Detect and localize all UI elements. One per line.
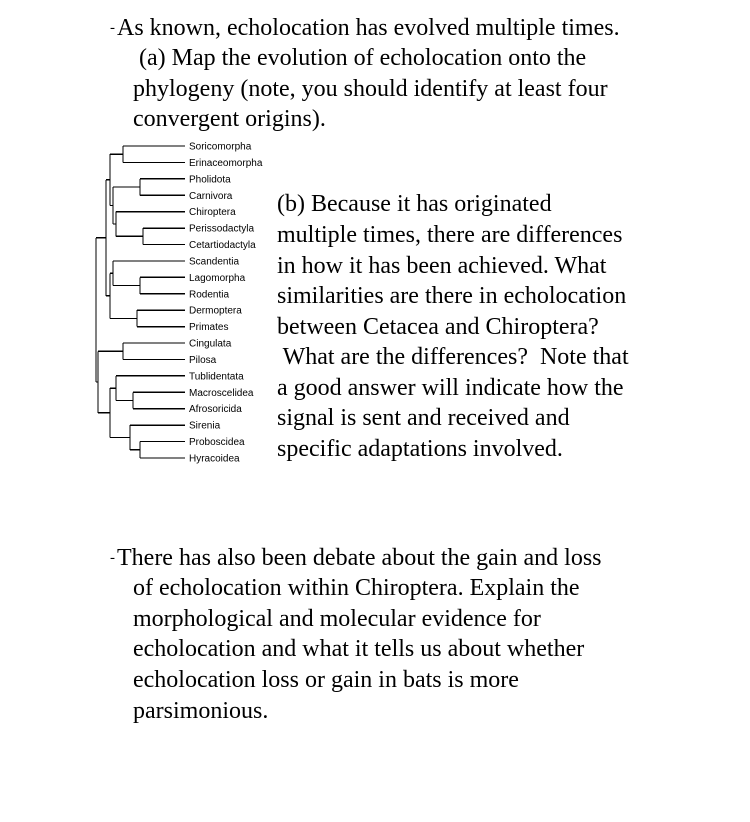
taxon-label: Chiroptera [189,207,236,219]
question1-intro-text: As known, echolocation has evolved multiple times. [117,15,620,41]
question2-line: parsimonious. [133,698,269,724]
taxon-label: Scandentia [189,256,240,268]
question2-line: echolocation and what it tells us about whether [133,636,585,662]
taxon-label: Primates [189,322,229,334]
taxon-label: Carnivora [189,190,233,202]
bullet-dash: - [110,550,115,566]
taxon-label: Lagomorpha [189,272,246,284]
taxon-label: Macroscelidea [189,387,254,399]
taxon-label: Cetartiodactyla [189,240,256,252]
taxon-label: Pilosa [189,354,217,366]
taxon-label: Perissodactyla [189,223,255,235]
question1-part-b-line: between Cetacea and Chiroptera? [277,314,599,340]
question1-part-b-line: signal is sent and received and [277,405,570,431]
question1-part-b-line: multiple times, there are differences [277,222,623,248]
question2-line [110,543,602,573]
taxon-label: Dermoptera [189,305,242,317]
question2-line: morphological and molecular evidence for [133,606,541,632]
question1-part-b-line: similarities are there in echolocation [277,283,627,309]
taxon-label: Afrosoricida [189,404,242,416]
taxon-label: Erinaceomorpha [189,157,263,169]
question1-part-b-line: a good answer will indicate how the [277,375,624,401]
question1-part-b-line: (b) Because it has originated [277,191,552,217]
question1-part-a-line: (a) Map the evolution of echolocation onto the [139,45,587,71]
taxon-label: Rodentia [189,289,230,301]
question2-line: of echolocation within Chiroptera. Explain the [133,575,580,601]
taxon-label: Sirenia [189,420,221,432]
question1-part-b-line: in how it has been achieved. What [277,253,607,279]
bullet-dash: - [110,20,115,36]
question2-line-text: There has also been debate about the gain and loss [117,545,602,571]
taxon-label: Pholidota [189,174,231,186]
question1-part-b-line: specific adaptations involved. [277,436,563,462]
question1-part-b-line: What are the differences? Note that [277,344,629,370]
taxon-label: Tublidentata [189,371,244,383]
taxon-label: Cingulata [189,338,232,350]
question1-part-a-line: convergent origins). [133,106,326,132]
taxon-label: Hyracoidea [189,453,240,465]
taxon-label: Proboscidea [189,437,245,449]
question2-line: echolocation loss or gain in bats is more [133,667,519,693]
question1-part-a-line: phylogeny (note, you should identify at least four [133,76,608,102]
taxon-label: Soricomorpha [189,141,252,153]
